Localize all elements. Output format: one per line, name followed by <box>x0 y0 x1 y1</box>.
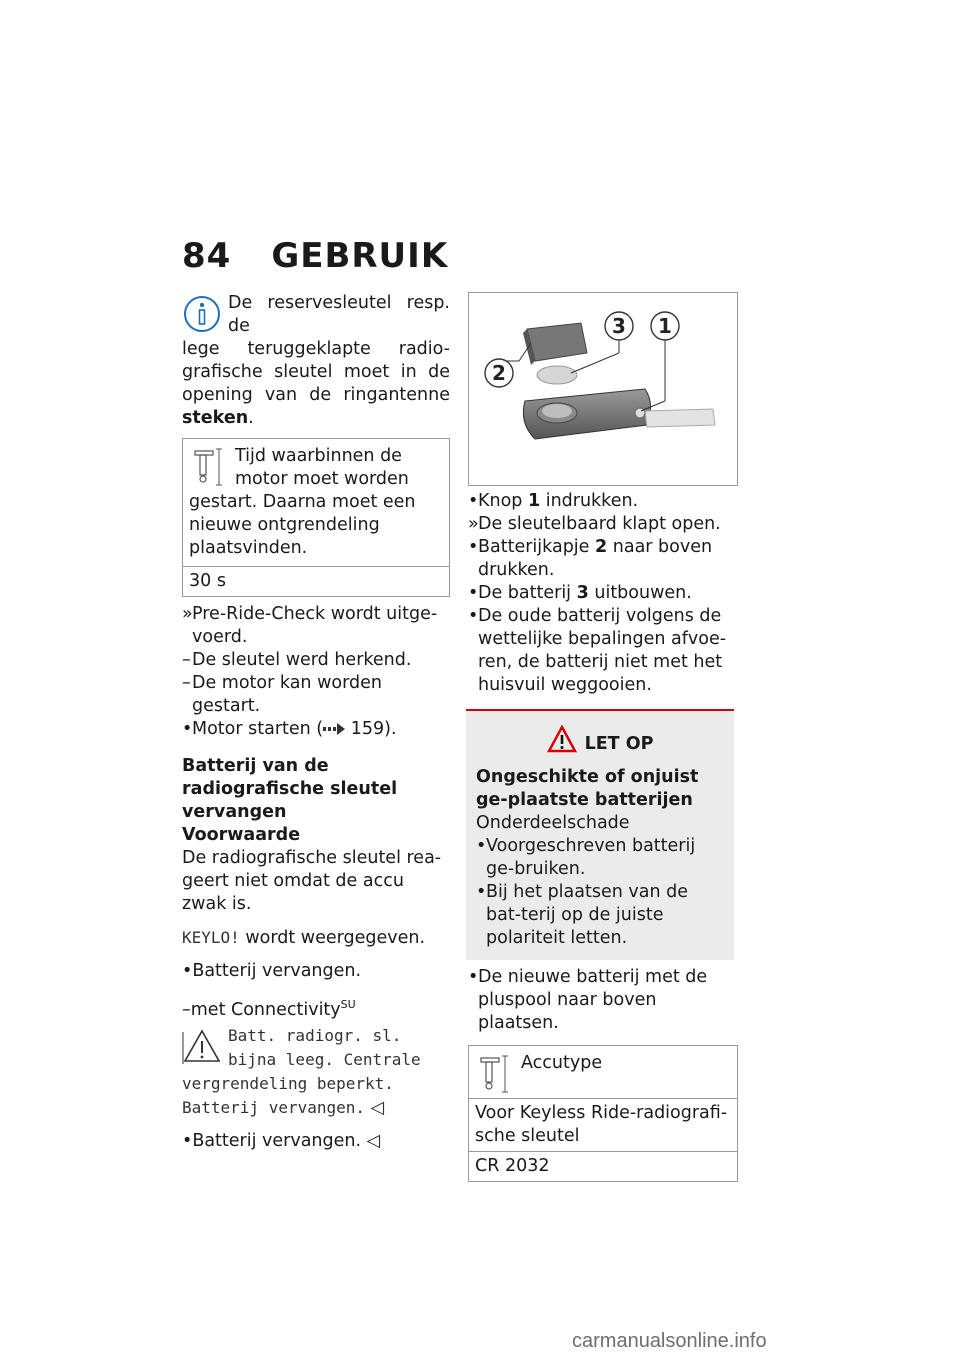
key-illustration <box>469 293 737 485</box>
right-column <box>468 292 738 1182</box>
callout-3: 3 <box>612 314 626 338</box>
final-step <box>468 966 738 1035</box>
list-item: •Knop 1 indrukken. <box>468 491 639 511</box>
left-column <box>182 292 450 1153</box>
steps-list <box>468 490 738 697</box>
condition-text: De radiografische sleutel rea-geert niet omdat de accu zwak is. <box>182 848 442 914</box>
battery-type-row: Voor Keyless Ride-radiografi-sche sleutel <box>469 1099 737 1152</box>
info-icon <box>182 294 222 334</box>
key-battery-figure <box>468 292 738 486</box>
list-item: •De nieuwe batterij met de pluspool naar boven plaatsen. <box>468 967 708 1033</box>
caution-subtitle: Onderdeelschade <box>476 813 630 833</box>
spec-tool-icon <box>189 445 227 489</box>
time-table <box>182 438 450 597</box>
info-note: De reservesleutel resp. de lege teruggeklapte radio- grafische sleutel moet in de opening van de ringantenne steken. <box>182 293 450 428</box>
section-title: GEBRUIK <box>271 236 449 276</box>
time-table-value: 30 s <box>189 571 226 591</box>
battery-type-table <box>468 1045 738 1182</box>
list-item: •Batterijkapje 2 naar boven drukken. <box>468 537 713 580</box>
list-item: •Motor starten ( 159). <box>182 719 397 739</box>
callout-2: 2 <box>492 361 506 385</box>
caution-triangle-icon <box>547 725 577 753</box>
connectivity-variant: –met Connectivity$^{SU}$ <box>182 998 356 1020</box>
callout-1: 1 <box>658 314 672 338</box>
page-number: 84 <box>182 236 232 276</box>
caution-title: Ongeschikte of onjuist ge-plaatste batterijen <box>476 767 699 810</box>
battery-type-value: CR 2032 <box>475 1156 550 1176</box>
step-replace-battery: •Batterij vervangen. <box>182 961 362 981</box>
list-item: •Bij het plaatsen van de bat-terij op de juiste polariteit letten. <box>476 882 689 948</box>
result-list <box>182 603 450 741</box>
spec-tool-icon <box>475 1052 513 1096</box>
page-ref-arrow-icon <box>323 723 345 735</box>
time-table-title: Tijd waarbinnen de motor moet worden gestart. Daarna moet een nieuwe ontgrendeling plaatsvinden. <box>189 446 416 558</box>
page-ref-link[interactable]: 159 <box>350 719 385 739</box>
section-heading: Batterij van de radiografische sleutel vervangen <box>182 756 398 822</box>
page-header <box>182 236 448 276</box>
caution-list <box>476 835 724 950</box>
caution-box <box>466 709 734 960</box>
list-item: –De motor kan worden gestart. <box>182 673 382 716</box>
watermark: carmanualsonline.info <box>572 1330 767 1352</box>
condition-heading: Voorwaarde <box>182 825 301 845</box>
list-item: –De sleutel werd herkend. <box>182 650 412 670</box>
step-replace-battery-2: •Batterij vervangen. ◁ <box>182 1130 381 1151</box>
list-item: •Voorgeschreven batterij ge-bruiken. <box>476 836 696 879</box>
display-message: KEYLO! wordt weergegeven. <box>182 928 426 948</box>
list-item: »Pre-Ride-Check wordt uitge-voerd. <box>182 604 438 647</box>
warning-message: Batt. radiogr. sl. bijna leeg. Centrale vergrendeling beperkt. Batterij vervangen. ◁ <box>182 1025 421 1118</box>
warning-triangle-icon <box>182 1028 222 1064</box>
list-item: •De oude batterij volgens de wettelijke bepalingen afvoe-ren, de batterij niet met het huisvuil weggooien. <box>468 606 727 695</box>
list-item: •De batterij 3 uitbouwen. <box>468 583 692 603</box>
battery-type-title: Accutype <box>521 1053 603 1073</box>
caution-header: LET OP <box>476 725 724 754</box>
list-item: »De sleutelbaard klapt open. <box>468 514 721 534</box>
